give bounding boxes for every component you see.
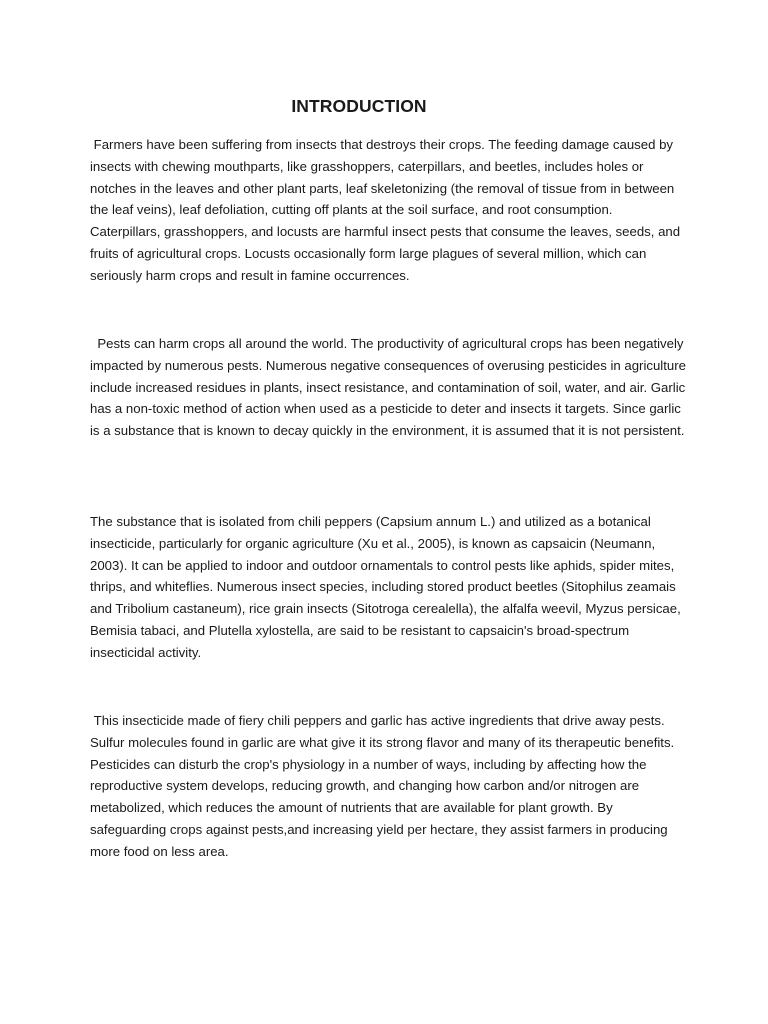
- paragraph-2: Pests can harm crops all around the world. The productivity of agricultural crops has been negatively impacted by numerous pests. Numerous negative consequences of overusing pesticides in agriculture include increased residues in plants, insect resistance, and contamination of soil, water, and air. Garlic has a non-toxic method of action when used as a pesticide to deter and insects it targets. Since garlic is a substance that is known to decay quickly in the environment, it is assumed that it is not persistent.: [90, 336, 690, 439]
- document-title: INTRODUCTION: [291, 96, 427, 116]
- paragraph-1: Farmers have been suffering from insects that destroys their crops. The feeding damage caused by insects with chewing mouthparts, like grasshoppers, caterpillars, and beetles, includes holes or notches in the leaves and other plant parts, leaf skeletonizing (the removal of tissue from in between the leaf veins), leaf defoliation, cutting off plants at the soil surface, and root consumption. Caterpillars, grasshoppers, and locusts are harmful insect pests that consume the leaves, seeds, and fruits of agricultural crops. Locusts occasionally form large plagues of several million, which can seriously harm crops and result in famine occurrences.: [90, 137, 684, 283]
- paragraph-4: This insecticide made of fiery chili peppers and garlic has active ingredients that drive away pests. Sulfur molecules found in garlic are what give it its strong flavor and many of its therapeutic benefits. Pesticides can disturb the crop's physiology in a number of ways, including by affecting how the reproductive system develops, reducing growth, and changing how carbon and/or nitrogen are metabolized, which reduces the amount of nutrients that are available for plant growth. By safeguarding crops against pests,and increasing yield per hectare, they assist farmers in producing more food on less area.: [90, 713, 678, 859]
- paragraph-3: The substance that is isolated from chili peppers (Capsium annum L.) and utilized as a botanical insecticide, particularly for organic agriculture (Xu et al., 2005), is known as capsaicin (Neumann, 2003). It can be applied to indoor and outdoor ornamentals to control pests like aphids, spider mites, thrips, and whiteflies. Numerous insect species, including stored product beetles (Sitophilus zeamais and Tribolium castaneum), rice grain insects (Sitotroga cerealella), the alfalfa weevil, Myzus persicae, Bemisia tabaci, and Plutella xylostella, are said to be resistant to capsaicin's broad-spectrum insecticidal activity.: [90, 514, 685, 660]
